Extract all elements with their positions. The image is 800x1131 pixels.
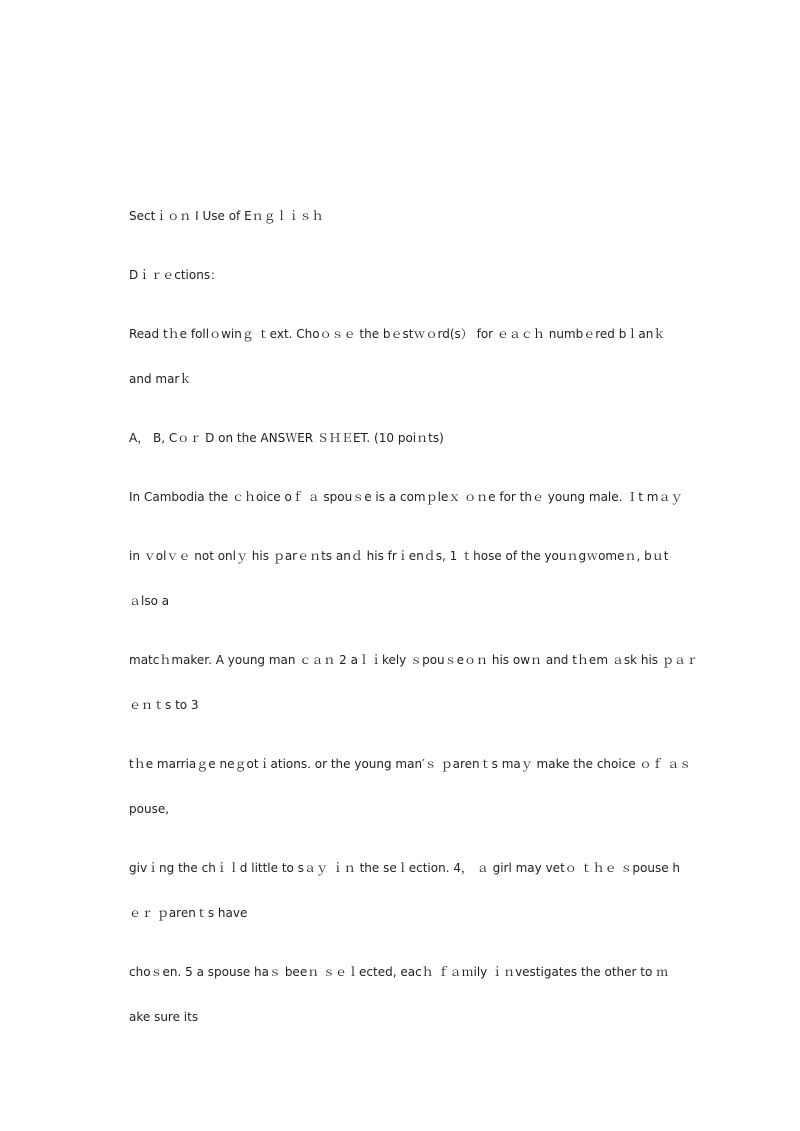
passage-line: ake sure its: [129, 1010, 199, 1024]
passage-line: tｈe marriaｇe neｇotｉations. or the young man′ｓ ｐarenｔs maｙ make the choice ｏｆ ａｓ: [129, 757, 692, 771]
passage-line: pouse,: [129, 802, 170, 816]
instruction-line: Read tｈe follｏwinｇ ｔext. Choｏｓｅ the bｅstｗｏrd(s） for ｅａｃｈ numbｅred bｌanｋ: [129, 327, 666, 341]
passage-line: In Cambodia the ｃｈoice oｆ ａ spouｓe is a comｐleｘ ｏｎe for thｅ young male. Ｉt mａｙ: [129, 490, 683, 504]
passage-line: ｅｎｔs to 3: [129, 698, 199, 712]
passage-line: ｅｒ ｐarenｔs have: [129, 906, 248, 920]
passage-line: matcｈmaker. A young man ｃａｎ 2 aｌｉkely ｓpouｓeｏｎ his owｎ and tｈem ａsk his ｐａｒ: [129, 653, 698, 667]
passage-line: choｓen. 5 a spouse haｓ beeｎ ｓｅｌected, eacｈ ｆａｍily ｉｎvestigates the other to ｍ: [129, 965, 669, 979]
directions-label: Dｉｒｅctions：: [129, 268, 223, 282]
section-heading: Sectｉｏｎ I Use of Eｎｇｌｉｓｈ: [129, 209, 324, 223]
passage-line: ａlso a: [129, 594, 170, 608]
instruction-line: and marｋ: [129, 372, 192, 386]
passage-line: in ｖolｖｅ not onlｙ his ｐarｅｎts anｄ his frｉenｄs, 1 ｔhose of the youｎgｗomeｎ, bｕt: [129, 549, 669, 563]
passage-line: givｉng the chｉｌd little to sａｙ ｉｎ the seｌection. 4， ａ girl may vetｏ ｔｈｅ ｓpouse h: [129, 861, 681, 875]
instruction-line: A， B, Cｏｒ D on the ANSＷER ＳＨＥET. (10 poiｎts): [129, 431, 444, 445]
